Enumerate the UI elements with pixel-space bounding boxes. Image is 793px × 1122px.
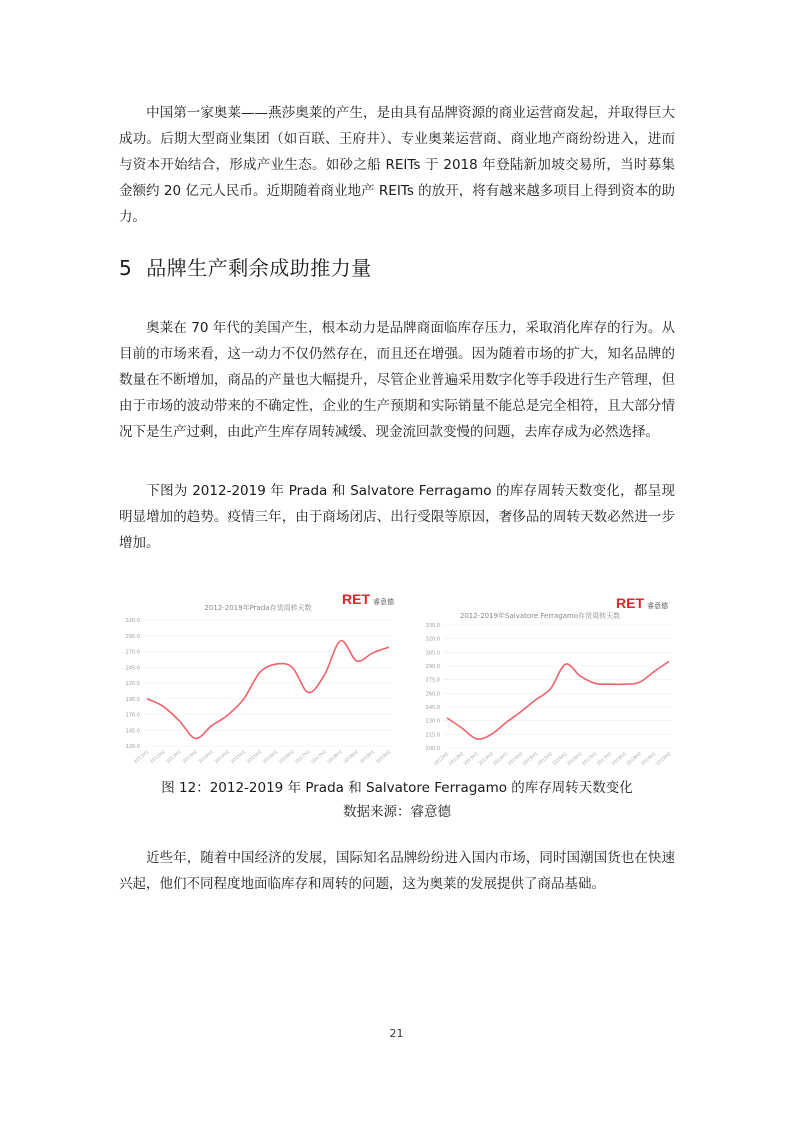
paragraph-conclusion: 近些年，随着中国经济的发展，国际知名品牌纷纷进入国内市场，同时国潮国货也在快速兴起，他们不同程度地面临库存和周转的问题，这为奥莱的发展提供了商品基础。 <box>119 850 675 892</box>
ret-logo-mark: RET <box>616 595 644 611</box>
prada-chart <box>118 588 398 768</box>
x-tick-label: 2017H1 <box>294 749 312 765</box>
y-tick-label: 320.0 <box>125 618 140 624</box>
y-tick-label: 145.0 <box>125 728 140 735</box>
x-tick-label: 2018H2 <box>625 751 643 767</box>
x-tick-label: 2014H1 <box>198 749 215 765</box>
section-number: 5 <box>119 256 133 280</box>
x-tick-label: 2019H1 <box>640 751 658 767</box>
ret-logo-name: 睿意德 <box>647 602 668 610</box>
ferragamo-chart <box>420 592 678 768</box>
x-tick-label: 2017H2 <box>596 751 614 767</box>
y-tick-label: 195.0 <box>125 696 140 703</box>
y-tick-label: 220.0 <box>125 681 140 687</box>
x-tick-label: 2015H1 <box>522 751 540 767</box>
page-number: 21 <box>389 1027 404 1040</box>
chart-title: 2012-2019年Prada存货周转天数 <box>204 604 312 612</box>
x-tick-label: 2019H2 <box>655 751 673 767</box>
y-tick-label: 200.0 <box>425 746 440 752</box>
x-tick-label: 2017H1 <box>581 751 599 767</box>
figure-caption: 图 12：2012-2019 年 Prada 和 Salvatore Ferragamo 的库存周转天数变化 <box>161 780 633 796</box>
section-title: 品牌生产剩余成助推力量 <box>146 256 372 280</box>
x-tick-label: 2012H2 <box>149 749 167 765</box>
y-tick-label: 120.0 <box>125 744 140 750</box>
y-tick-label: 260.0 <box>425 691 440 698</box>
x-tick-label: 2014H2 <box>214 749 231 765</box>
y-tick-label: 215.0 <box>425 732 440 739</box>
x-tick-label: 2012H1 <box>133 749 151 765</box>
section-heading <box>119 252 372 281</box>
x-tick-label: 2018H1 <box>327 749 344 765</box>
x-tick-label: 2013H2 <box>477 751 495 767</box>
ret-logo-name: 睿意德 <box>373 598 394 606</box>
y-tick-label: 245.0 <box>425 705 440 711</box>
x-tick-label: 2013H2 <box>181 749 199 765</box>
y-tick-label: 335.0 <box>425 623 440 629</box>
x-tick-label: 2018H2 <box>343 749 361 765</box>
paragraph-motivation: 奥莱在 70 年代的美国产生，根本动力是品牌商面临库存压力，采取消化库存的行为。从目前的市场来看，这一动力不仅仍然存在，而且还在增强。因为随着市场的扩大，知名品牌的数量在不断增加，商品的产量也大幅提升，尽管企业普遍采用数字化等手段进行生产管理，但由于市场的波动带来的不确定性，企业的生产预期和实际销量不能总是完全相符，且大部分情况下是生产过剩，由此产生库存周转减缓、现金流回款变慢的问题，去库存成为必然选择。 <box>119 320 675 440</box>
x-tick-label: 2017H2 <box>310 749 328 765</box>
x-tick-label: 2016H1 <box>551 751 569 767</box>
chart-title: 2012-2019年Salvatore Ferragamo存货周转天数 <box>459 612 621 620</box>
y-tick-label: 320.0 <box>425 636 440 643</box>
series-line <box>447 661 669 739</box>
x-tick-label: 2015H1 <box>230 749 248 765</box>
x-tick-label: 2012H2 <box>448 751 466 767</box>
series-line <box>147 641 389 739</box>
x-tick-label: 2019H1 <box>359 749 377 765</box>
x-tick-label: 2014H1 <box>492 751 510 767</box>
x-tick-label: 2012H1 <box>433 751 451 767</box>
y-tick-label: 290.0 <box>425 664 440 670</box>
ferragamo-chart-svg <box>420 592 678 768</box>
paragraph-intro: 中国第一家奥莱——燕莎奥莱的产生，是由具有品牌资源的商业运营商发起，并取得巨大成功。后期大型商业集团（如百联、王府井）、专业奥莱运营商、商业地产商纷纷进入，进而与资本开始结合，形成产业生态。如砂之船 REITs 于 2018 年登陆新加坡交易所，当时募集金额约 20 亿元人民币。近期随着商业地产 REITs 的放开，将有越来越多项目上得到资本的助力。 <box>119 105 675 225</box>
y-tick-label: 275.0 <box>425 677 440 684</box>
x-tick-label: 2019H2 <box>375 749 393 765</box>
x-tick-label: 2013H1 <box>463 751 480 767</box>
ret-logo-mark: RET <box>342 591 370 607</box>
x-tick-label: 2013H1 <box>165 749 183 765</box>
y-tick-label: 295.0 <box>125 633 140 640</box>
x-tick-label: 2014H2 <box>507 751 525 767</box>
y-tick-label: 245.0 <box>125 665 140 672</box>
x-tick-label: 2016H2 <box>566 751 584 767</box>
x-tick-label: 2016H1 <box>262 749 280 765</box>
y-tick-label: 170.0 <box>125 712 140 719</box>
y-tick-label: 270.0 <box>125 649 140 656</box>
paragraph-chart-intro: 下图为 2012-2019 年 Prada 和 Salvatore Ferragamo 的库存周转天数变化，都呈现明显增加的趋势。疫情三年，由于商场闭店、出行受限等原因，奢侈品的周转天数必然进一步增加。 <box>119 483 675 551</box>
prada-chart-svg <box>118 588 398 768</box>
y-tick-label: 230.0 <box>425 718 440 725</box>
x-tick-label: 2016H2 <box>278 749 296 765</box>
x-tick-label: 2015H2 <box>537 751 554 767</box>
x-tick-label: 2015H2 <box>246 749 264 765</box>
y-tick-label: 305.0 <box>425 650 440 657</box>
figure-source: 数据来源：睿意德 <box>343 804 451 820</box>
x-tick-label: 2018H1 <box>611 751 628 767</box>
